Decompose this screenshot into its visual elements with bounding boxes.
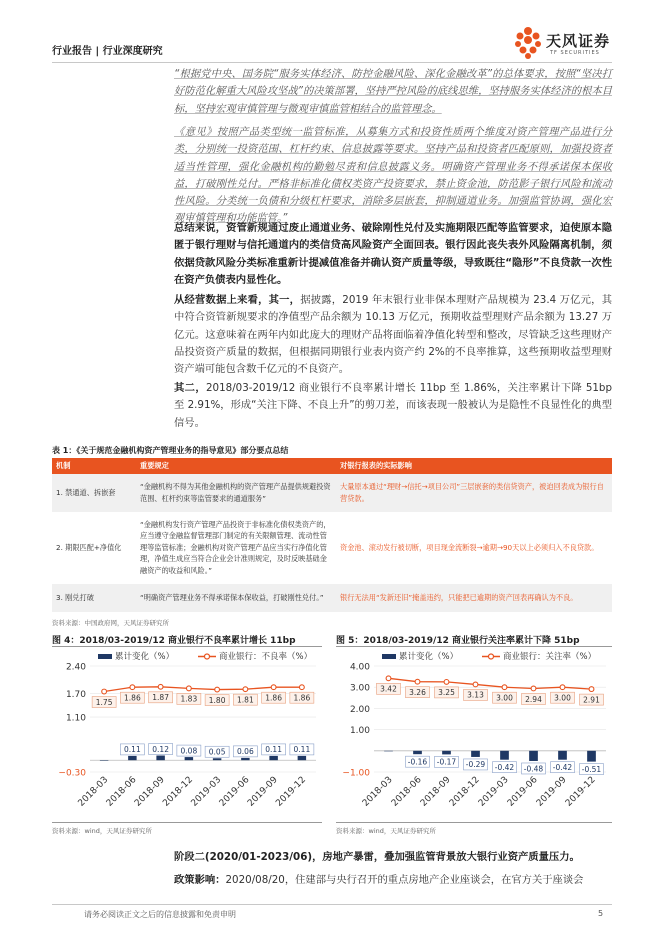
chart4-xtick-label: 2019-03	[189, 775, 224, 809]
chart4-bar-label: 0.05	[208, 747, 226, 757]
tf-flower-icon	[512, 26, 544, 60]
header-divider	[52, 62, 612, 63]
chart5-legend-line-marker	[489, 654, 494, 659]
chart5-xtick-label: 2019-09	[534, 775, 569, 809]
chart5-source: 资料来源：wind，天风证券研究所	[336, 827, 436, 835]
chart4-bar	[100, 760, 108, 761]
chart4-xtick-label: 2019-12	[274, 775, 308, 809]
chart4-legend-line-marker	[205, 654, 210, 659]
impact-cell: 大量原本通过“理财→信托→项目公司”三层嵌套的类信贷资产，被迫回表成为银行自营贷款。	[336, 474, 612, 512]
chart5-line-point	[415, 679, 420, 684]
chart5-ytick-label: 4.00	[349, 662, 370, 673]
chart4-line-point	[186, 686, 191, 691]
chart4-line-label: 1.75	[95, 697, 113, 707]
chart4-line-point	[130, 685, 135, 690]
chart5-xtick-label: 2018-03	[360, 775, 395, 809]
policy-impact-paragraph	[174, 872, 612, 889]
chart5-bar	[500, 751, 509, 760]
table-row	[52, 584, 612, 612]
impact-cell: 银行无法用“发新还旧”掩盖违约，只能把已逾期的资产回表再确认为不良。	[336, 584, 612, 612]
chart4-ytick-label: 2.40	[65, 662, 86, 673]
operating-data-lead: 从经营数据上来看，其一，	[174, 294, 301, 306]
chart5-line-point	[560, 685, 565, 690]
second-point-lead: 其二，	[174, 382, 206, 394]
chart5-bar-label: -0.16	[407, 757, 428, 767]
chart4-source: 资料来源：wind，天风证券研究所	[52, 827, 152, 835]
operating-data-paragraph	[174, 292, 612, 378]
quote-paragraph-1: “根据党中央、国务院“服务实体经济、防控金融风险、深化金融改革”的总体要求，按照“坚决打好防范化解重大风险攻坚战”的决策部署，坚持严控风险的底线思维，坚持服务实体经济的根本目标，坚持宏观审慎管理与微观审慎监管相结合的监管理念。	[174, 68, 612, 115]
chart4-bar-label: 0.08	[180, 746, 198, 756]
chart5-line-label: 3.26	[409, 687, 426, 697]
chart5-ytick-label: −1.00	[342, 768, 370, 779]
chart5-bar	[558, 751, 567, 760]
chart5-line-label: 2.91	[583, 695, 600, 705]
chart5-line-label: 2.94	[525, 694, 542, 704]
chart5-xtick-label: 2018-06	[389, 775, 424, 809]
chart5-line-label: 3.25	[438, 688, 455, 698]
chart5-bottom-rule	[336, 822, 612, 823]
chart5-line-point	[444, 680, 449, 685]
chart5-line-label: 3.00	[496, 693, 513, 703]
summary-table	[52, 458, 612, 612]
chart5-ytick-label: 2.00	[349, 704, 370, 715]
chart5-xtick-label: 2019-12	[563, 775, 598, 809]
chart4-line-point	[158, 684, 163, 689]
chart4-line-label: 1.87	[152, 693, 169, 703]
chart4-title: 图 4：2018/03-2019/12 商业银行不良率累计增长 11bp	[52, 636, 296, 646]
chart4-legend-line-label: 商业银行：不良率（%）	[219, 652, 313, 662]
chart4-bar-label: 0.11	[265, 745, 282, 755]
chart4-xtick-label: 2018-12	[161, 775, 195, 809]
chart4-bar	[156, 756, 164, 761]
tf-logo	[512, 26, 612, 62]
chart5-svg	[336, 648, 612, 820]
chart5-bar	[587, 751, 596, 762]
table-source: 资料来源：中国政府网，天风证券研究所	[52, 619, 169, 627]
chart5-bar	[384, 751, 393, 752]
chart5-line-point	[531, 686, 536, 691]
chart4-xtick-label: 2019-09	[246, 775, 280, 809]
chart5-bar-label: -0.29	[465, 760, 486, 770]
chart4-line-point	[243, 687, 248, 692]
table-row	[52, 474, 612, 512]
chart5-legend-bar-label: 累计变化（%）	[399, 652, 459, 662]
page-number: 5	[598, 909, 604, 918]
chart5-bar-label: -0.42	[494, 763, 515, 773]
chart4-xtick-label: 2018-03	[76, 775, 111, 809]
chart5-legend-line-label: 商业银行：关注率（%）	[503, 652, 597, 662]
table-header-cell: 机制	[52, 458, 136, 474]
stage-two-heading: 阶段二(2020/01-2023/06)，房地产暴雷，叠加强监管背景放大银行业资产质量压力。	[174, 851, 580, 863]
chart5-line-label: 3.13	[467, 690, 484, 700]
chart4-line-point	[102, 689, 107, 694]
mechanism-cell: 1. 禁通道、拆嵌套	[52, 474, 136, 512]
chart4-legend-bar-swatch	[98, 654, 112, 659]
chart5-ytick-label: 3.00	[349, 683, 370, 694]
chart4-bar	[298, 756, 306, 760]
chart5-legend-bar-swatch	[382, 654, 396, 659]
second-point-body: 2018/03-2019/12 商业银行不良率累计增长 11bp 至 1.86%，关注率累计下降 51bp 至 2.91%，形成“关注下降、不良上升”的剪刀差，而该表现一般被认为是隐性不良显性化的典型信号。	[174, 382, 613, 429]
chart4-line-label: 1.86	[265, 693, 282, 703]
table-header-cell: 重要规定	[136, 458, 336, 474]
summary-paragraph: 总结来说，资管新规通过废止通道业务、破除刚性兑付及实施期限匹配等监管要求，迫使原本隐匿于银行理财与信托通道内的类信贷高风险资产全面回表。银行因此丧失表外风险隔离机制，须依据贷款风险分类标准重新计提减值准备并确认资产质量等级，导致既往“隐形”不良贷款一次性在资产负债表内显性化。	[174, 222, 612, 286]
footer-disclaimer: 请务必阅读正文之后的信息披露和免责申明	[84, 910, 236, 919]
chart5-bar-label: -0.17	[436, 757, 457, 767]
chart4-line-label: 1.86	[124, 693, 141, 703]
chart5-bar	[442, 751, 451, 755]
chart5-bar-label: -0.48	[523, 764, 544, 774]
chart5-xtick-label: 2018-09	[418, 775, 453, 809]
mechanism-cell: 2. 期限匹配+净值化	[52, 512, 136, 584]
chart4-title-rule	[52, 646, 322, 647]
chart4-bar	[128, 756, 136, 760]
chart5-line-point	[502, 685, 507, 690]
chart4-bar-label: 0.06	[237, 747, 254, 757]
chart4-line-label: 1.80	[208, 695, 226, 705]
chart5-line-label: 3.00	[554, 693, 571, 703]
chart4-line-label: 1.86	[293, 693, 311, 703]
chart4-svg	[52, 648, 322, 820]
impact-cell: 资金池、滚动发行被切断，项目现金流断裂→逾期→90天以上必须归入不良贷款。	[336, 512, 612, 584]
chart5-line-point	[473, 682, 478, 687]
chart5-title-rule	[336, 646, 612, 647]
quote-paragraph-2: 《意见》按照产品类型统一监管标准，从募集方式和投资性质两个维度对资产管理产品进行分类，分别统一投资范围、杠杆约束、信息披露等要求。坚持产品和投资者匹配原则，加强投资者适当性管理，强化金融机构的勤勉尽责和信息披露义务。明确资产管理业务不得承诺保本保收益，打破刚性兑付。严格非标准化债权类资产投资要求，禁止资金池，防范影子银行风险和流动性风险。分类统一负债和分级杠杆要求，消除多层嵌套，抑制通道业务。加强监管协调，强化宏观审慎管理和功能监管。”	[174, 126, 612, 225]
chart5-title: 图 5：2018/03-2019/12 商业银行关注率累计下降 51bp	[336, 636, 580, 646]
chart5-line-label: 3.42	[380, 684, 397, 694]
header-title: 行业报告 | 行业深度研究	[52, 46, 163, 57]
chart5-line-point	[589, 687, 594, 692]
chart5-bar	[413, 751, 422, 754]
chart5-bar-label: -0.51	[581, 764, 602, 774]
footer-divider	[52, 904, 612, 905]
mechanism-cell: 3. 刚兑打破	[52, 584, 136, 612]
chart4-xtick-label: 2018-06	[104, 775, 139, 809]
chart4-xtick-label: 2019-06	[217, 775, 252, 809]
chart4-bar	[185, 757, 193, 760]
chart5-ytick-label: 1.00	[349, 726, 370, 737]
chart5-bar-label: -0.42	[552, 763, 573, 773]
chart4-bar	[213, 758, 221, 760]
chart4-bar	[269, 756, 277, 760]
chart4-bar	[241, 758, 249, 760]
chart4-line-label: 1.81	[237, 695, 254, 705]
operating-data-body: 据披露，2019 年末银行业非保本理财产品规模为 23.4 万亿元，其中符合资管新规要求的净值型产品余额为 10.13 万亿元，预期收益型理财产品余额为 13.27 万亿元。这意味着在两年内如此庞大的理财产品将面临着净值化转型和整改，尽管缺乏这些理财产品投资资产质量的数据，但根据同期银行业表内资产约 2%的不良率推算，这些预期收益型理财资产端可能包含数千亿元的不良资产。	[174, 294, 612, 376]
rule-cell: “金融机构发行资产管理产品投资于非标准化债权类资产的，应当遵守金融监督管理部门制定的有关限额管理、流动性管理等监管标准；金融机构对资产管理产品应当实行净值化管理，净值生成应当符合企业会计准则规定，及时反映基础金融资产的收益和风险。”	[136, 512, 336, 584]
second-point-paragraph	[174, 380, 612, 432]
chart4-line-label: 1.83	[180, 694, 198, 704]
chart4-ytick-label: 1.10	[65, 713, 86, 724]
table-header-row	[52, 458, 612, 474]
chart4-line-point	[299, 685, 304, 690]
chart4-bar-label: 0.11	[124, 745, 141, 755]
chart4-bottom-rule	[52, 822, 322, 823]
table-header-cell: 对银行报表的实际影响	[336, 458, 612, 474]
table-row	[52, 512, 612, 584]
policy-impact-lead: 政策影响：	[174, 874, 226, 886]
rule-cell: “明确资产管理业务不得承诺保本保收益，打破刚性兑付。”	[136, 584, 336, 612]
chart5-xtick-label: 2018-12	[447, 775, 482, 809]
chart5-xtick-label: 2019-06	[505, 775, 540, 809]
logo-sub: TF SECURITIES	[550, 50, 600, 56]
table-title: 表 1：《关于规范金融机构资产管理业务的指导意见》部分要点总结	[52, 446, 289, 455]
chart4-xtick-label: 2018-09	[133, 775, 167, 809]
chart4-line-point	[215, 687, 220, 692]
chart4-ytick-label: 1.70	[65, 689, 86, 700]
chart4-bar-label: 0.11	[293, 745, 311, 755]
chart4-bar-label: 0.12	[152, 744, 169, 754]
chart4-legend-bar-label: 累计变化（%）	[115, 652, 175, 662]
chart4-ytick-label: −0.30	[58, 768, 86, 779]
chart5-xtick-label: 2019-03	[476, 775, 511, 809]
rule-cell: “金融机构不得为其他金融机构的资产管理产品提供规避投资范围、杠杆约束等监管要求的通道服务”	[136, 474, 336, 512]
chart5-line-point	[386, 676, 391, 681]
logo-name: 天风证券	[546, 32, 611, 50]
chart4-line-point	[271, 685, 276, 690]
chart5-bar	[471, 751, 480, 757]
chart5-bar	[529, 751, 538, 761]
policy-impact-body: 2020/08/20，住建部与央行召开的重点房地产企业座谈会，在官方关于座谈会	[225, 874, 584, 886]
